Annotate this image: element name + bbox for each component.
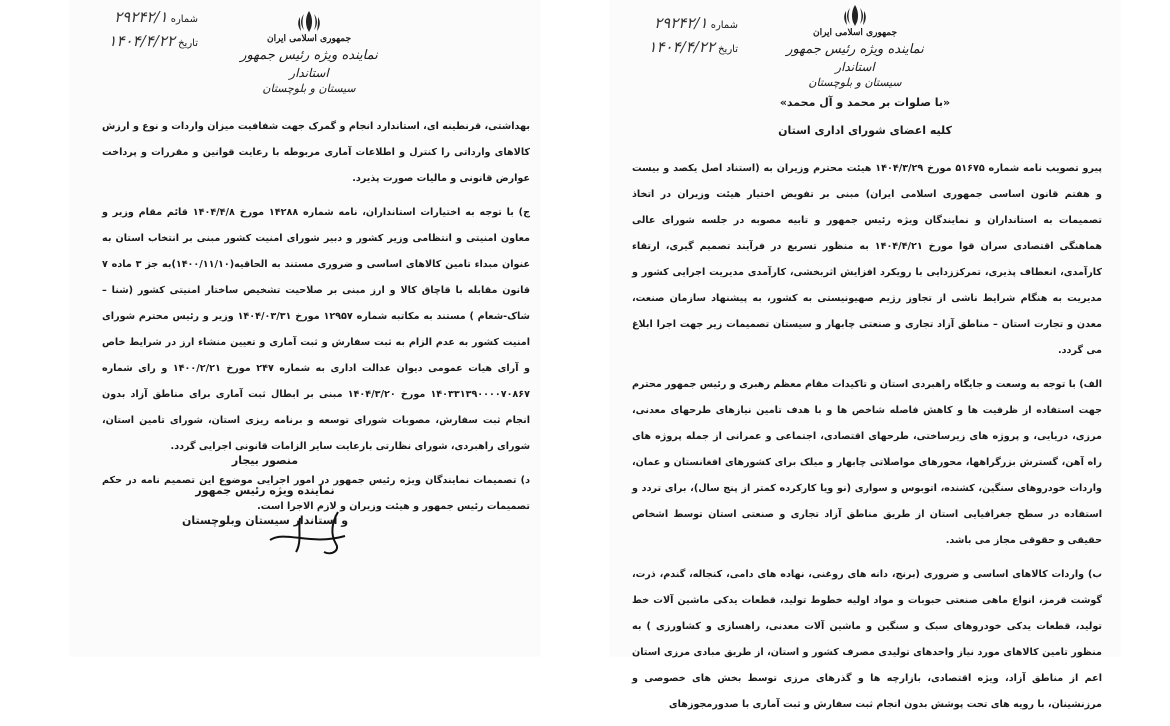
iran-emblem-icon: [842, 4, 868, 28]
paragraph: ج) با توجه به اختیارات استانداران، نامه شماره ۱۴۲۸۸ مورخ ۱۴۰۴/۴/۸ قائم مقام وزیر و معاون امنیتی و انتظامی وزیر کشور و دبیر شورای امنیت کشور مبنی بر انتخاب استان به عنوان مبداء تامین کالاهای اساسی و ضروری مستند به الحاقیه(۱۴۰۰/۱۱/۱۰)به جز ۳ ماده ۷ قانون مقابله با قاچاق کالا و ارز مبنی بر صلاحیت تشخیص ساختار امنیتی کشور (شنا –شاک-شعام ) مستند به مکاتبه شماره ۱۲۹۵۷ مورخ ۱۴۰۴/۰۳/۳۱ وزیر و رئیس محترم شورای امنیت کشور به عدم الزام به ثبت سفارش و ثبت آماری و تعیین منشاء ارز در شرایط خاص و آرای هیات عمومی دیوان عدالت اداری به شماره ۲۴۷ مورخ ۱۴۰۰/۲/۲۱ و رای شماره ۱۴۰۳۳۱۳۹۰۰۰۰۷۰۸۶۷ مورخ ۱۴۰۴/۳/۲۰ مبنی بر ابطال ثبت آماری برای مناطق آزاد بدون انجام ثبت سفارش، مصوبات شورای توسعه و برنامه ریزی استان، شورای تامین استان، شورای راهبردی، شورای نظارتی بارعایت سایر الزامات قانونی اجرایی گردد.: [102, 207, 530, 452]
header-governor: استاندار: [289, 66, 329, 80]
paragraph: بهداشتی، قرنطینه ای، استاندارد انجام و گمرک جهت شفافیت میزان واردات و نوع و ارزش کالاهای وارداتی را کنترل و اطلاعات آماری مربوطه با رعایت قوانین و مقررات و پرداخت عوارض قانونی و مالیات صورت پذیرد.: [102, 121, 530, 184]
header-office: نماینده ویژه رئیس جمهور: [786, 42, 924, 57]
header-office: نماینده ویژه رئیس جمهور: [240, 48, 378, 63]
signatory-position: و استاندار سیستان وبلوچستان: [181, 514, 349, 527]
reg-date-label: تاریخ: [178, 38, 198, 49]
reg-date: ۱۴۰۴/۴/۲۲: [108, 32, 175, 50]
paragraph: الف) با توجه به وسعت و جایگاه راهبردی استان و تاکیدات مقام معظم رهبری و رئیس جمهور محترم جهت استفاده از ظرفیت ها و کاهش فاصله شاخص ها و با هدف تامین نیازهای طرحهای معدنی، مرزی، دریایی، و پروژه های زیرساختی، طرحهای اقتصادی، اجتماعی و عمرانی از جمله پروژه های راه آهن، گسترش بزرگراهها، محورهای مواصلاتی چابهار و میلک برای کشورهای افغانستان و عمان، واردات خودروهای سنگین، کشنده، اتوبوس و سواری (نو ویا کارکرده کمتر از پنج سال)، برای تردد و استفاده در سطح جغرافیایی استان از طریق مناطق آزاد تجاری و صنعتی استان توسط اشخاص حقیقی و حقوقی مجاز می باشد.: [632, 379, 1102, 546]
letter-body: [632, 156, 1102, 726]
header-country: جمهوری اسلامی ایران: [812, 28, 898, 38]
reg-date: ۱۴۰۴/۴/۲۲: [648, 38, 715, 56]
signatory-name: منصور بیجار: [231, 454, 299, 467]
iran-emblem-icon: [296, 10, 322, 34]
document-page-1: [610, 0, 1120, 710]
header-province: سیستان و بلوچستان: [808, 76, 902, 89]
paragraph: پیرو تصویب نامه شماره ۵۱۶۷۵ مورخ ۱۴۰۴/۳/۲۹ هیئت محترم وزیران به (استناد اصل یکصد و بیست و هفتم قانون اساسی جمهوری اسلامی ایران) مبنی بر تفویض اختیار هیئت وزیران در اتخاذ تصمیمات به استانداران و نمایندگان ویژه رئیس جمهور و تابیه مصوبه در جلسه شورای عالی هماهنگی اقتصادی سران قوا مورخ ۱۴۰۴/۴/۲۱ به منظور تسریع در فرآیند تصمیم گیری، ارتقاء کارآمدی، انعطاف پذیری، تمرکززدایی با رویکرد افزایش اثربخشی، کارآمدی مدیریت اجرایی کشور و مدیریت به هنگام شرایط ناشی از تجاوز رژیم صهیونیستی به کشور، به پیشنهاد سازمان صنعت، معدن و تجارت استان – مناطق آزاد تجاری و صنعتی چابهار و سیستان تصمیمات زیر جهت اجرا ابلاغ می گردد.: [632, 163, 1103, 356]
reg-number: ۲۹۲۴۲/۱: [654, 14, 708, 32]
handwritten-signature-icon: [240, 500, 360, 560]
registration-block: [618, 14, 738, 56]
paragraph: ب) واردات کالاهای اساسی و ضروری (برنج، دانه های روغنی، نهاده های دامی، کنجاله، گندم، ذرت، گوشت قرمز، انواع ماهی صنعتی حبوبات و مواد اولیه خطوط تولید، قطعات یدکی ماشین آلات خط تولید، قطعات یدکی خودروهای سبک و سنگین و ماشین آلات معدنی، راهسازی و کشاورزی ) به منظور تامین کالاهای مورد نیاز واحدهای تولیدی مصرف کشور و استان، از طریق مبادی مرزی استان اعم از مناطق آزاد، ویژه اقتصادی، بازارچه ها و گذرهای مرزی توسط بخش های خصوصی و مرزنشینان، با رویه های تحت پوشش بدون انجام ثبت سفارش و ثبت آماری با صدورمجوزهای: [632, 569, 1102, 710]
signatory-title: نماینده ویژه رئیس جمهور: [195, 484, 335, 497]
header-governor: استاندار: [835, 60, 875, 74]
paragraph: د) تصمیمات نمایندگان ویژه رئیس جمهور در امور اجرایی موضوع این تصمیم نامه در حکم تصمیمات رئیس جمهور و هیئت وزیران و لازم الاجرا است.: [102, 475, 530, 512]
salutation: «با صلوات بر محمد و آل محمد»: [779, 96, 951, 109]
addressee: کلیه اعضای شورای اداری استان: [778, 124, 952, 137]
header-province: سیستان و بلوچستان: [262, 82, 356, 95]
header-country: جمهوری اسلامی ایران: [266, 34, 352, 44]
registration-block: [78, 8, 198, 50]
reg-number-label: شماره: [170, 14, 198, 25]
reg-number-label: شماره: [710, 20, 738, 31]
reg-number: ۲۹۲۴۲/۱: [114, 8, 168, 26]
reg-date-label: تاریخ: [718, 44, 738, 55]
document-page-2: [70, 0, 540, 656]
